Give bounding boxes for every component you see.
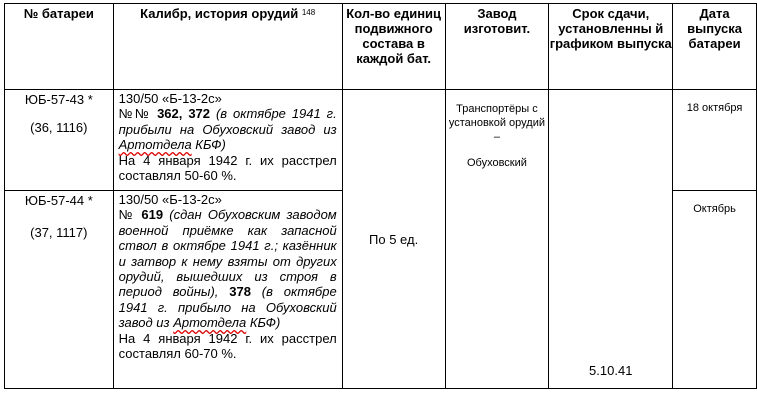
nums-prefix: №№ [118, 106, 158, 122]
table-row [5, 90, 757, 191]
battery-number: ЮБ-57-44 * [24, 193, 93, 208]
release-date-cell: Октябрь [673, 191, 757, 389]
gun-number: 619 [141, 207, 164, 223]
artotdel-word: Артотдела [173, 315, 247, 331]
history-text: КБФ) [246, 315, 281, 331]
batteries-table [4, 3, 757, 389]
battery-cell [5, 90, 114, 191]
plant-name: Обуховский [466, 157, 527, 169]
artotdel-word: Артотдела [118, 137, 192, 153]
battery-ref: (36, 1116) [30, 120, 88, 135]
battery-number: ЮБ-57-43 * [24, 92, 93, 107]
fire-wear: На 4 января 1942 г. их расстрел составлял 50-60 %. [118, 152, 337, 184]
header-battery-no: № батареи [5, 4, 114, 90]
caliber-cell [113, 90, 342, 191]
header-release-date: Дата выпуска батареи [673, 4, 757, 90]
history-text: КБФ) [191, 137, 226, 153]
separator: , [178, 106, 189, 122]
spacer [446, 144, 549, 156]
header-caliber-label: Калибр, история орудий [140, 6, 299, 21]
battery-cell [5, 191, 114, 389]
plant-transporters: Транспортёры с установкой орудий – [448, 103, 546, 143]
term-cell: 5.10.41 [549, 90, 673, 389]
qty-cell: По 5 ед. [342, 90, 445, 389]
history-text: (сдан Обуховским заводом военной приёмке как запасной ствол в октябре 1941 г.; казённик и затвор к нему взяты от других орудий, вышедших из строя в период войны), [118, 207, 337, 300]
header-caliber [113, 4, 342, 90]
gun-number: 372 [188, 106, 211, 122]
gun-number: 362 [157, 106, 179, 122]
plant-cell [445, 90, 549, 389]
nums-prefix: № [118, 207, 142, 223]
release-date-cell: 18 октября [673, 90, 757, 191]
footnote-ref: 148 [301, 8, 316, 17]
header-term: Срок сдачи, установленны й графиком выпуска [549, 4, 673, 90]
history-text: (в октябре 1941 г. прибыли на Обуховский завод из [118, 106, 337, 137]
gun-history [119, 106, 337, 152]
battery-ref: (37, 1117) [30, 225, 88, 240]
gun-number: 378 [229, 284, 251, 300]
header-plant: Завод изготовит. [445, 4, 549, 90]
caliber-line: 130/50 «Б-13-2с» [118, 91, 222, 106]
history-text: (в октябре 1941 г. прибыло на Обуховский завод из [118, 284, 337, 331]
gun-history [119, 207, 337, 330]
fire-wear: На 4 января 1942 г. их расстрел составлял 60-70 %. [118, 330, 337, 362]
caliber-line: 130/50 «Б-13-2с» [118, 192, 222, 207]
header-row [5, 4, 757, 90]
header-qty: Кол-во единиц подвижного состава в каждой бат. [342, 4, 445, 90]
caliber-cell [113, 191, 342, 389]
